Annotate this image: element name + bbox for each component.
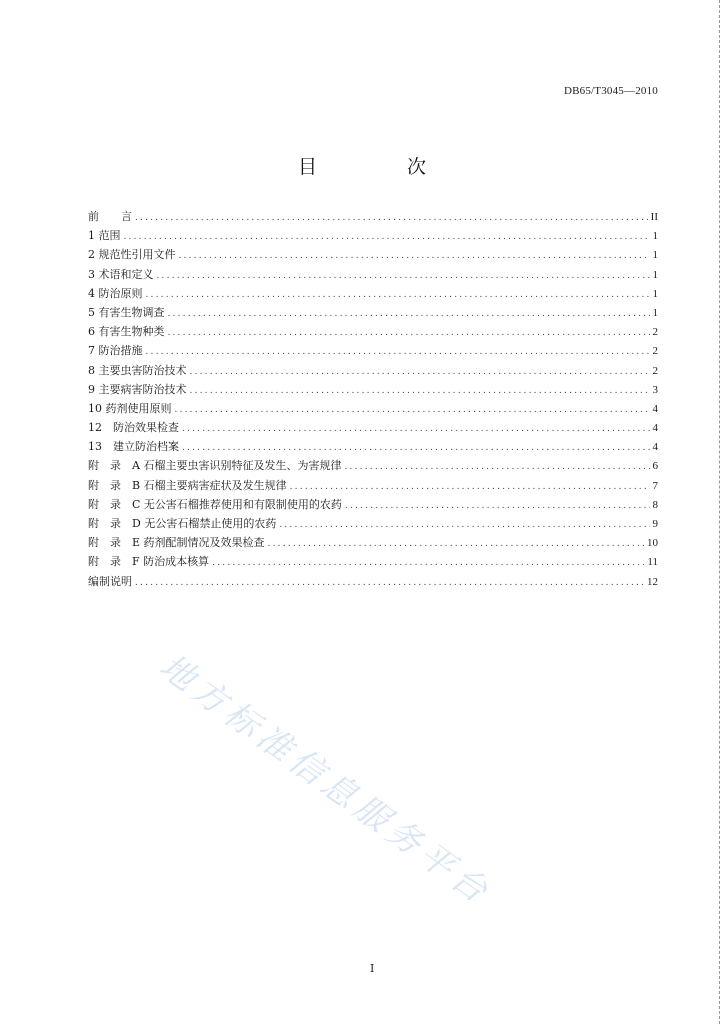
toc-entry[interactable] [88, 226, 658, 245]
toc-leader-dots [124, 228, 650, 247]
toc-entry[interactable] [88, 437, 658, 456]
toc-entry-page: 8 [652, 498, 658, 511]
toc-leader-dots [146, 343, 650, 362]
toc-leader-dots [344, 458, 649, 477]
toc-entry[interactable] [88, 399, 658, 418]
toc-entry-page: 12 [647, 575, 658, 588]
toc-entry[interactable] [88, 418, 658, 437]
toc-entry-page: 9 [652, 518, 658, 530]
toc-entry-label: 2 规范性引用文件 [88, 248, 176, 262]
toc-entry-label: 10 药剂使用原则 [88, 401, 172, 415]
toc-entry[interactable] [88, 380, 658, 399]
toc-entry-page: 1 [652, 287, 658, 300]
page-number: I [370, 962, 375, 975]
toc-entry[interactable] [88, 533, 658, 552]
toc-entry-page: 1 [652, 306, 658, 319]
toc-entry-page: 2 [652, 326, 658, 339]
toc-entry-page: 6 [652, 460, 658, 473]
toc-leader-dots [290, 478, 650, 497]
toc-leader-dots [157, 267, 650, 286]
toc-leader-dots [182, 420, 650, 439]
toc-entry-label: 前 言 [88, 210, 132, 223]
toc-title: 目 次 [297, 156, 469, 178]
toc-leader-dots [135, 209, 648, 228]
standard-code: DB65/T3045—2010 [563, 85, 658, 97]
toc-entry[interactable] [88, 552, 658, 571]
toc-leader-dots [135, 574, 644, 593]
toc-entry-label: 1 范围 [88, 229, 121, 243]
toc-entry[interactable] [88, 361, 658, 380]
toc-entry-label: 12 防治效果检查 [88, 421, 179, 435]
toc-leader-dots [212, 554, 644, 573]
toc-entry-page: 11 [647, 556, 658, 569]
toc-entry[interactable] [88, 572, 658, 591]
toc-entry-page: 10 [647, 537, 658, 550]
toc-entry-page: 7 [652, 479, 658, 492]
toc-entry-page: 1 [652, 230, 658, 243]
toc-entry-label: 附 录 F 防治成本核算 [88, 555, 210, 569]
toc-entry-label: 6 有害生物种类 [88, 325, 165, 339]
toc-entry-page: 2 [652, 345, 658, 358]
toc-entry-page: 3 [652, 383, 658, 396]
toc-leader-dots [146, 286, 650, 305]
toc-entry-label: 13 建立防治档案 [88, 440, 179, 454]
toc-entry-label: 9 主要病害防治技术 [88, 382, 187, 396]
watermark: 地方标准信息服务平台 [151, 646, 499, 914]
toc-entry-label: 编制说明 [88, 574, 132, 588]
toc-leader-dots [190, 363, 650, 382]
toc-entry[interactable] [88, 207, 658, 226]
toc-entry-label: 附 录 A 石榴主要虫害识别特征及发生、为害规律 [88, 459, 342, 473]
toc-leader-dots [190, 382, 650, 401]
toc-entry[interactable] [88, 265, 658, 284]
toc-entry[interactable] [88, 322, 658, 341]
toc-entry-page: 4 [652, 422, 658, 435]
toc-entry-label: 附 录 D 无公害石榴禁止使用的农药 [88, 517, 277, 530]
toc-entry-label: 5 有害生物调查 [88, 305, 165, 319]
toc-entry-page: 2 [652, 364, 658, 377]
toc-entry-label: 附 录 B 石榴主要病害症状及发生规律 [88, 478, 287, 492]
toc-leader-dots [179, 247, 650, 266]
toc-entry-label: 3 术语和定义 [88, 267, 154, 281]
toc-entry-label: 7 防治措施 [88, 344, 143, 358]
toc-entry-label: 4 防治原则 [88, 286, 143, 300]
toc-entry-page: 1 [652, 268, 658, 281]
toc-entry-label: 附 录 C 无公害石榴推荐使用和有限制使用的农药 [88, 497, 342, 511]
toc-leader-dots [168, 305, 650, 324]
toc-entry[interactable] [88, 456, 658, 475]
toc-leader-dots [175, 401, 650, 420]
toc-leader-dots [279, 516, 649, 535]
toc-leader-dots [168, 324, 650, 343]
toc-entry-page: 1 [652, 249, 658, 262]
toc-entry[interactable] [88, 514, 658, 533]
toc-entry[interactable] [88, 476, 658, 495]
toc-entry[interactable] [88, 245, 658, 264]
toc-entry-label: 附 录 E 药剂配制情况及效果检查 [88, 536, 265, 550]
toc-entry-label: 8 主要虫害防治技术 [88, 363, 187, 377]
toc-entry-page: 4 [652, 441, 658, 454]
table-of-contents [88, 207, 658, 591]
toc-leader-dots [345, 497, 650, 516]
toc-entry[interactable] [88, 284, 658, 303]
toc-entry[interactable] [88, 303, 658, 322]
toc-leader-dots [268, 535, 644, 554]
toc-entry[interactable] [88, 495, 658, 514]
toc-entry-page: 4 [652, 402, 658, 415]
toc-entry-page: II [650, 211, 658, 223]
toc-entry[interactable] [88, 341, 658, 360]
